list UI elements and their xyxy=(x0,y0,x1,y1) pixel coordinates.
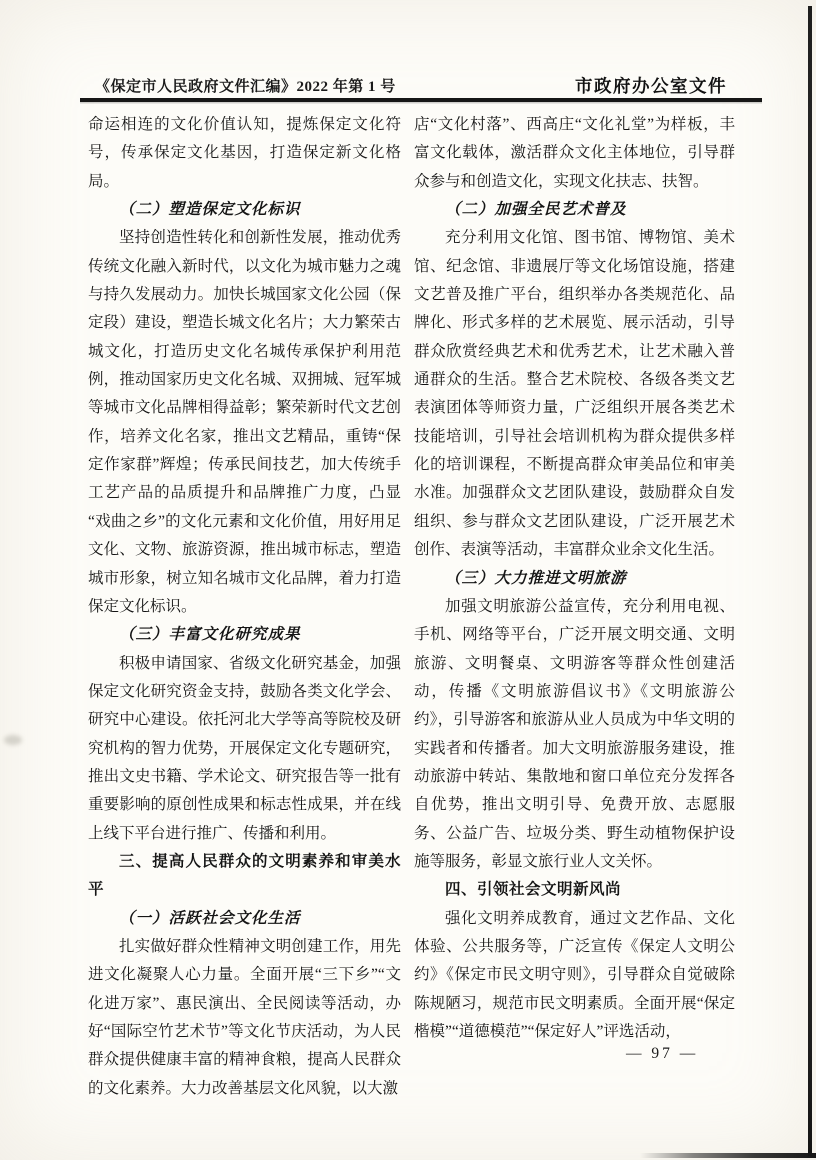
paragraph: 扎实做好群众性精神文明创建工作，用先进文化凝聚人心力量。全面开展“三下乡”“文化进万家”、惠民演出、全民阅读等活动，办好“国际空竹艺术节”等文化节庆活动，为人民群众提供健康丰富的精神食粮，提高人民群众的文化素养。大力改善基层文化风貌，以大激 xyxy=(88,937,401,1097)
page-number: — 97 — xyxy=(626,1045,699,1062)
header-rule xyxy=(80,98,762,102)
scan-smudge-mark xyxy=(4,735,22,745)
paragraph: 店“文化村落”、西高庄“文化礼堂”为样板，丰富文化载体，激活群众文化主体地位，引导群众参与和创造文化，实现文化扶志、扶智。 xyxy=(414,116,735,190)
section-heading: 四、引领社会文明新风尚 xyxy=(445,881,622,899)
paragraph: 强化文明养成教育，通过文艺作品、文化体验、公共服务等，广泛宣传《保定人文明公约》《保定市民文明守则》，引导群众自觉破除陈规陋习，规范市民文明素质。全面开展“保定楷模”“道德模范”“保定好人”评选活动， xyxy=(414,909,735,1040)
paragraph: 积极申请国家、省级文化研究基金，加强保定文化研究资金支持，鼓励各类文化学会、研究中心建设。依托河北大学等高等院校及研究机构的智力优势，开展保定文化专题研究，推出文史书籍、学术论文、研究报告等一批有重要影响的原创性成果和标志性成果，并在线上线下平台进行推广、传播和利用。 xyxy=(88,654,401,842)
subsection-heading: （二）塑造保定文化标识 xyxy=(119,201,301,219)
subsection-heading: （三）丰富文化研究成果 xyxy=(119,626,301,644)
subsection-heading: （二）加强全民艺术普及 xyxy=(445,201,627,219)
subsection-heading: （一）活跃社会文化生活 xyxy=(119,909,301,927)
header-compilation-title: 《保定市人民政府文件汇编》2022 年第 1 号 xyxy=(95,79,396,95)
section-heading: 三、提高人民群众的文明素养和审美水平 xyxy=(88,852,401,899)
paragraph: 充分利用文化馆、图书馆、博物馆、美术馆、纪念馆、非遗展厅等文化场馆设施，搭建文艺普及推广平台，组织举办各类规范化、品牌化、形式多样的艺术展览、展示活动，引导群众欣赏经典艺术和优秀艺术，让艺术融入普通群众的生活。整合艺术院校、各级各类文艺表演团体等师资力量，广泛组织开展各类艺术技能培训，引导社会培训机构为群众提供多样化的培训课程，不断提高群众审美品位和审美水准。加强群众文艺团队建设，鼓励群众自发组织、参与群众文艺团队建设，广泛开展艺术创作、表演等活动，丰富群众业余文化生活。 xyxy=(414,229,735,559)
paragraph: 坚持创造性转化和创新性发展，推动优秀传统文化融入新时代，以文化为城市魅力之魂与持久发展动力。加快长城国家文化公园（保定段）建设，塑造长城文化名片；大力繁荣古城文化，打造历史文化名城传承保护利用范例，推动国家历史文化名城、双拥城、冠军城等城市文化品牌相得益彰；繁荣新时代文艺创作，培养文化名家，推出文艺精品，重铸“保定作家群”辉煌；传承民间技艺，加大传统手工艺产品的品质提升和品牌推广力度，凸显“戏曲之乡”的文化元素和文化价值，用好用足文化、文物、旅游资源，推出城市标志，塑造城市形象，树立知名城市文化品牌，着力打造保定文化标识。 xyxy=(88,229,401,615)
header-document-category: 市政府办公室文件 xyxy=(575,76,727,96)
right-column xyxy=(414,111,735,1046)
subsection-heading: （三）大力推进文明旅游 xyxy=(445,569,627,587)
left-column xyxy=(88,111,401,1103)
scan-edge-shadow-right xyxy=(808,6,812,1156)
paragraph: 加强文明旅游公益宣传，充分利用电视、手机、网络等平台，广泛开展文明交通、文明旅游、文明餐桌、文明游客等群众性创建活动，传播《文明旅游倡议书》《文明旅游公约》，引导游客和旅游从业人员成为中华文明的实践者和传播者。加大文明旅游服务建设，推动旅游中转站、集散地和窗口单位充分发挥各自优势，推出文明引导、免费开放、志愿服务、公益广告、垃圾分类、野生动植物保护设施等服务，彰显文旅行业人文关怀。 xyxy=(414,597,735,870)
paragraph: 命运相连的文化价值认知，提炼保定文化符号，传承保定文化基因，打造保定新文化格局。 xyxy=(88,116,401,190)
scan-edge-shadow-bottom xyxy=(640,1153,816,1158)
